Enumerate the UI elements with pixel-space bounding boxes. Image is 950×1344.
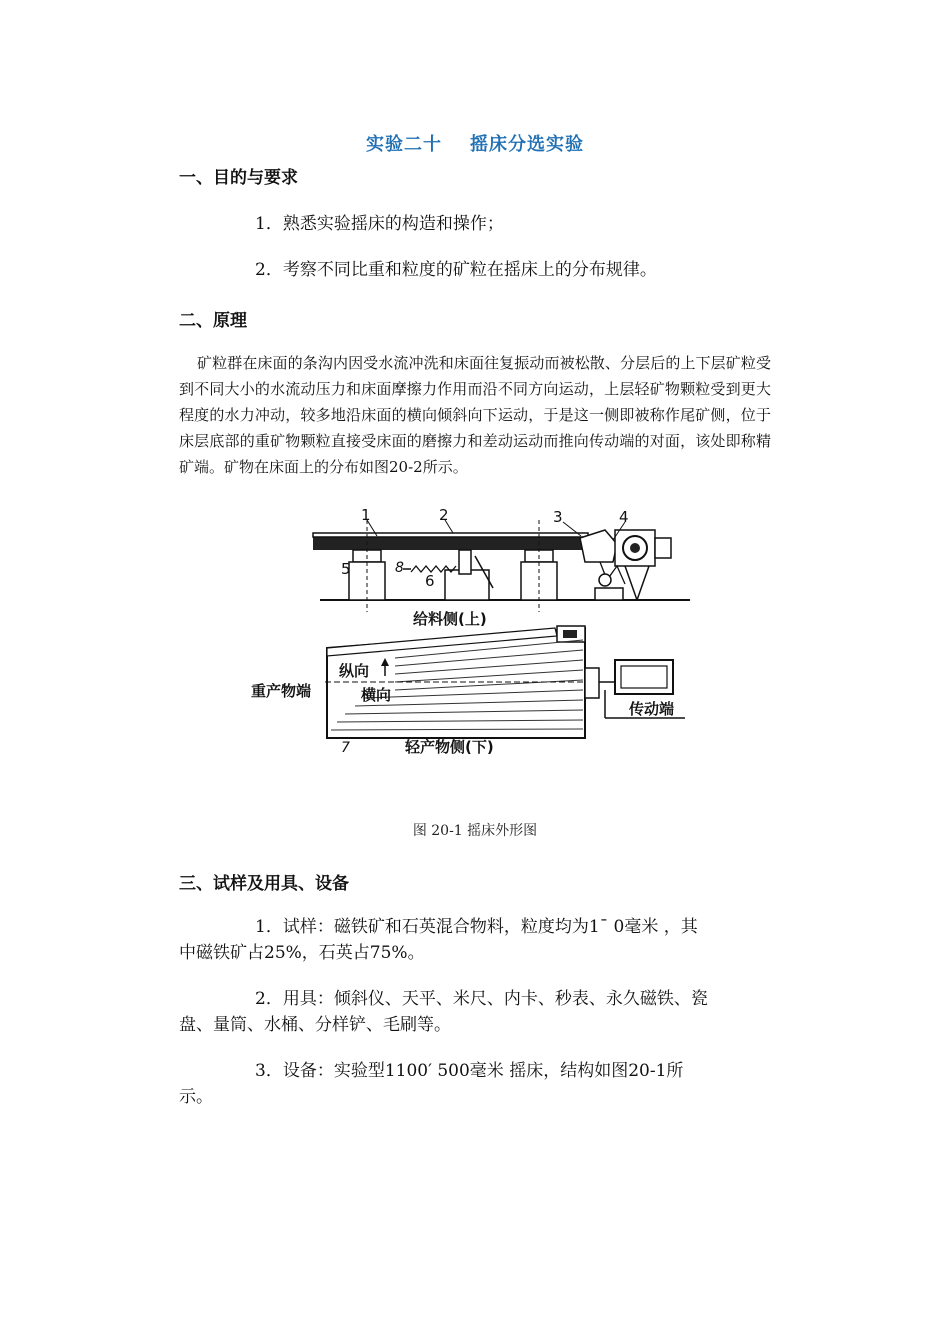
label-5: 5: [341, 560, 351, 578]
title-left: 实验二十: [366, 134, 442, 155]
material-item-3-line1: 3．设备：实验型1100′ 500毫米 摇床，结构如图20-1所: [255, 1061, 684, 1081]
heading-principle: 二、原理: [179, 311, 247, 331]
label-7: 7: [341, 740, 350, 756]
label-drive-end: 传动端: [629, 700, 675, 718]
label-longitudinal: 纵向: [339, 662, 370, 680]
material-item-1-line2: 中磁铁矿占25%，石英占75%。: [179, 943, 425, 963]
label-2: 2: [439, 506, 449, 524]
label-1: 1: [361, 506, 371, 524]
label-6: 6: [425, 572, 435, 590]
label-light-side: 轻产物侧(下): [405, 738, 494, 756]
principle-paragraph: 矿粒群在床面的条沟内因受水流冲洗和床面往复振动而被松散、分层后的上下层矿粒受到不同大小的水流动压力和床面摩擦力作用而沿不同方向运动，上层轻矿物颗粒受到更大程度的水力冲动，较多地沿床面的横向倾斜向下运动，于是这一侧即被称作尾矿侧，位于床层底部的重矿物颗粒直接受床面的磨擦力和差动运动而推向传动端的对面，该处即称精矿端。矿物在床面上的分布如图20-2所示。: [179, 354, 771, 476]
heading-materials: 三、试样及用具、设备: [179, 874, 349, 894]
material-item-2-line2: 盘、量筒、水桶、分样铲、毛刷等。: [179, 1015, 451, 1035]
label-3: 3: [553, 508, 563, 526]
material-item-2-line1: 2．用具：倾斜仪、天平、米尺、内卡、秒表、永久磁铁、瓷: [255, 989, 708, 1009]
figure-caption: 图 20-1 摇床外形图: [412, 823, 538, 839]
label-heavy-end: 重产物端: [251, 682, 312, 700]
heading-purpose: 一、目的与要求: [179, 168, 298, 188]
label-transverse: 横向: [361, 686, 392, 704]
label-4: 4: [619, 508, 629, 526]
page-title: [0, 130, 950, 156]
material-item-3-line2: 示。: [179, 1087, 213, 1107]
label-feed-side: 给料侧(上): [413, 610, 487, 628]
material-item-1-line1: 1．试样：磁铁矿和石英混合物料，粒度均为1ˉ 0毫米 ，其: [255, 917, 698, 937]
purpose-item-1: 1．熟悉实验摇床的构造和操作；: [255, 214, 504, 234]
label-8: 8: [395, 560, 404, 576]
purpose-item-2: 2．考察不同比重和粒度的矿粒在摇床上的分布规律。: [255, 260, 657, 280]
shaking-table-diagram: [245, 500, 710, 765]
title-right: 摇床分选实验: [470, 134, 584, 155]
